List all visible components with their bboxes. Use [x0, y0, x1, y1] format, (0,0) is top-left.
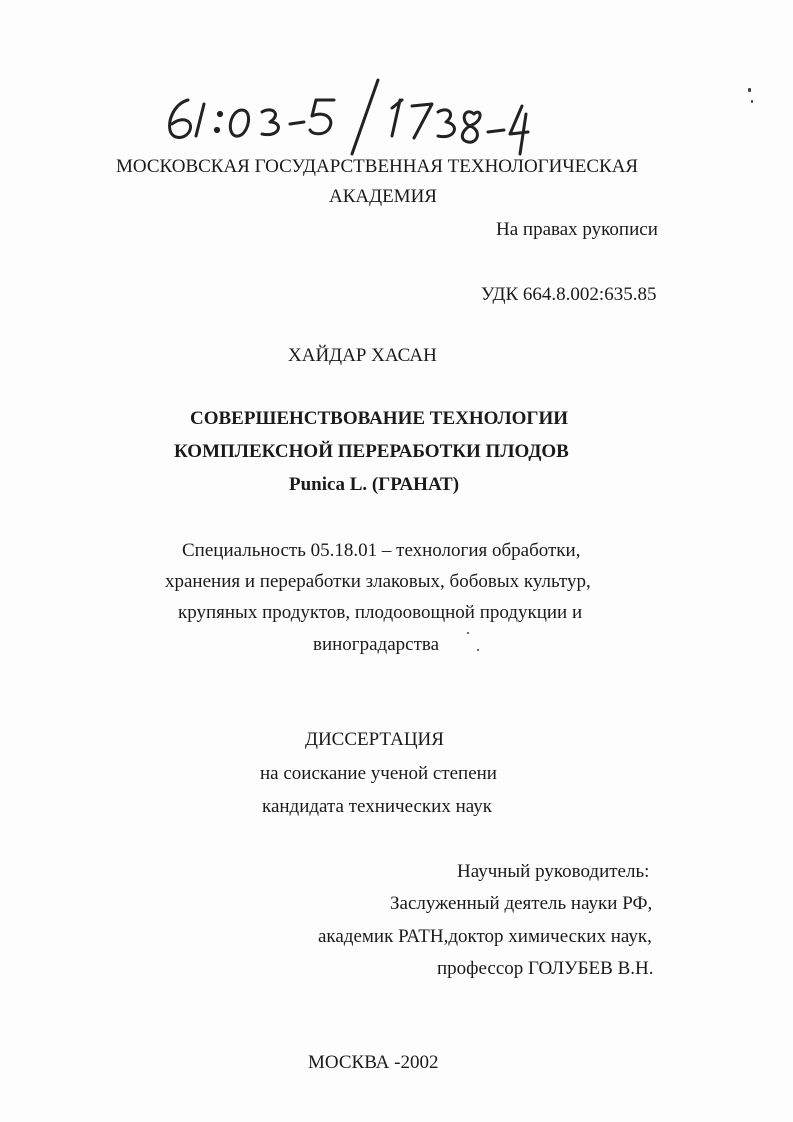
dissertation-line-1: на соискание ученой степени	[260, 763, 497, 784]
institution-line-1: МОСКОВСКАЯ ГОСУДАРСТВЕННАЯ ТЕХНОЛОГИЧЕСКАЯ	[116, 156, 639, 177]
title-line-3: Punica L. (ГРАНАТ)	[289, 474, 460, 495]
specialty-line-4: виноградарства	[313, 634, 440, 655]
hw-digit-7	[412, 104, 432, 138]
supervisor-line-3: профессор ГОЛУБЕВ В.Н.	[437, 958, 654, 979]
hw-digit-5	[310, 100, 334, 134]
hw-colon-top	[218, 112, 221, 115]
title-line-2: КОМПЛЕКСНОЙ ПЕРЕРАБОТКИ ПЛОДОВ	[174, 441, 569, 462]
hw-digit-1	[196, 104, 204, 136]
supervisor-line-2: академик РАТН,доктор химических наук,	[318, 926, 652, 947]
scan-speck	[467, 632, 469, 634]
hw-dash-2	[488, 130, 504, 132]
scan-speck	[748, 88, 751, 92]
hw-digit-8	[462, 112, 480, 142]
supervisor-line-1: Заслуженный деятель науки РФ,	[390, 893, 653, 914]
handwriting-drawing	[130, 70, 550, 160]
hw-digit-4	[510, 106, 528, 154]
scan-speck	[751, 100, 753, 103]
author-name: ХАЙДАР ХАСАН	[288, 345, 437, 366]
supervisor-heading: Научный руководитель:	[457, 861, 650, 882]
specialty-line-3: крупяных продуктов, плодоовощной продукции и	[178, 602, 583, 623]
hw-dash-1	[290, 122, 304, 124]
scan-speck	[477, 649, 479, 651]
hw-digit-1b	[392, 100, 402, 136]
manuscript-note: На правах рукописи	[496, 219, 658, 240]
dissertation-line-2: кандидата технических наук	[262, 796, 492, 817]
hw-digit-3b	[438, 110, 454, 137]
institution-line-2: АКАДЕМИЯ	[329, 186, 437, 207]
specialty-line-1: Специальность 05.18.01 – технология обработки,	[182, 540, 581, 561]
city-year: МОСКВА -2002	[308, 1052, 439, 1073]
udc-code: УДК 664.8.002:635.85	[481, 284, 657, 305]
hw-digit-3	[262, 110, 278, 135]
hw-digit-6	[170, 100, 191, 138]
handwritten-catalog-number	[130, 70, 550, 160]
hw-colon-bottom	[215, 128, 218, 131]
hw-digit-0	[230, 110, 248, 136]
title-line-1: СОВЕРШЕНСТВОВАНИЕ ТЕХНОЛОГИИ	[190, 408, 569, 429]
specialty-line-2: хранения и переработки злаковых, бобовых культур,	[165, 571, 591, 592]
hw-slash	[352, 80, 378, 154]
dissertation-heading: ДИССЕРТАЦИЯ	[305, 729, 444, 750]
